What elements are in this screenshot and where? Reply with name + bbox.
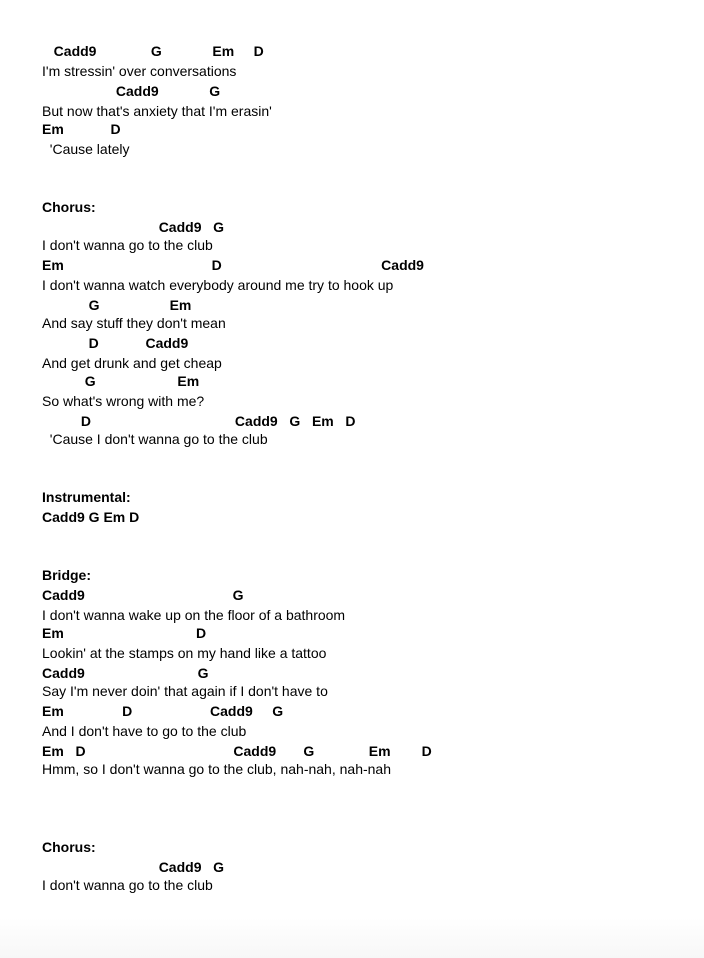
chord-line: Cadd9 G Em D bbox=[42, 509, 140, 525]
chord-line: Em D bbox=[42, 121, 121, 137]
chord-line: Cadd9 G Em D bbox=[42, 43, 264, 59]
lyric-line: And get drunk and get cheap bbox=[42, 355, 222, 371]
chord-line: D Cadd9 G Em D bbox=[42, 413, 356, 429]
chord-line: G Em bbox=[42, 373, 200, 389]
section-heading-bridge: Bridge: bbox=[42, 567, 91, 583]
chord-line: Em D Cadd9 bbox=[42, 257, 424, 273]
chord-line: G Em bbox=[42, 297, 192, 313]
page-bottom-shade bbox=[0, 918, 704, 958]
section-heading-instrumental: Instrumental: bbox=[42, 489, 131, 505]
chord-line: Em D bbox=[42, 625, 207, 641]
lyric-line: I don't wanna go to the club bbox=[42, 877, 213, 893]
lyric-line: Say I'm never doin' that again if I don't have to bbox=[42, 683, 328, 699]
lyric-line: And say stuff they don't mean bbox=[42, 315, 226, 331]
chord-line: Cadd9 G bbox=[42, 665, 209, 681]
chord-line: Em D Cadd9 G bbox=[42, 703, 284, 719]
lyric-line: But now that's anxiety that I'm erasin' bbox=[42, 103, 272, 119]
lyric-line: And I don't have to go to the club bbox=[42, 723, 247, 739]
lyric-line: I don't wanna watch everybody around me try to hook up bbox=[42, 277, 394, 293]
lyric-line: Lookin' at the stamps on my hand like a tattoo bbox=[42, 645, 327, 661]
lyric-line: I don't wanna wake up on the floor of a bathroom bbox=[42, 607, 346, 623]
chord-line: Cadd9 G bbox=[42, 859, 225, 875]
chord-line: Cadd9 G bbox=[42, 219, 225, 235]
lyric-line: I don't wanna go to the club bbox=[42, 237, 213, 253]
lyric-line: Hmm, so I don't wanna go to the club, nah-nah, nah-nah bbox=[42, 761, 392, 777]
section-heading-chorus: Chorus: bbox=[42, 199, 96, 215]
lyric-line: So what's wrong with me? bbox=[42, 393, 205, 409]
chord-line: Cadd9 G bbox=[42, 587, 244, 603]
lyric-line: I'm stressin' over conversations bbox=[42, 63, 237, 79]
chord-line: Cadd9 G bbox=[42, 83, 221, 99]
chord-line: D Cadd9 bbox=[42, 335, 189, 351]
section-heading-chorus: Chorus: bbox=[42, 839, 96, 855]
lyric-line: 'Cause lately bbox=[42, 141, 130, 157]
lyric-line: 'Cause I don't wanna go to the club bbox=[42, 431, 268, 447]
chord-line: Em D Cadd9 G Em D bbox=[42, 743, 432, 759]
